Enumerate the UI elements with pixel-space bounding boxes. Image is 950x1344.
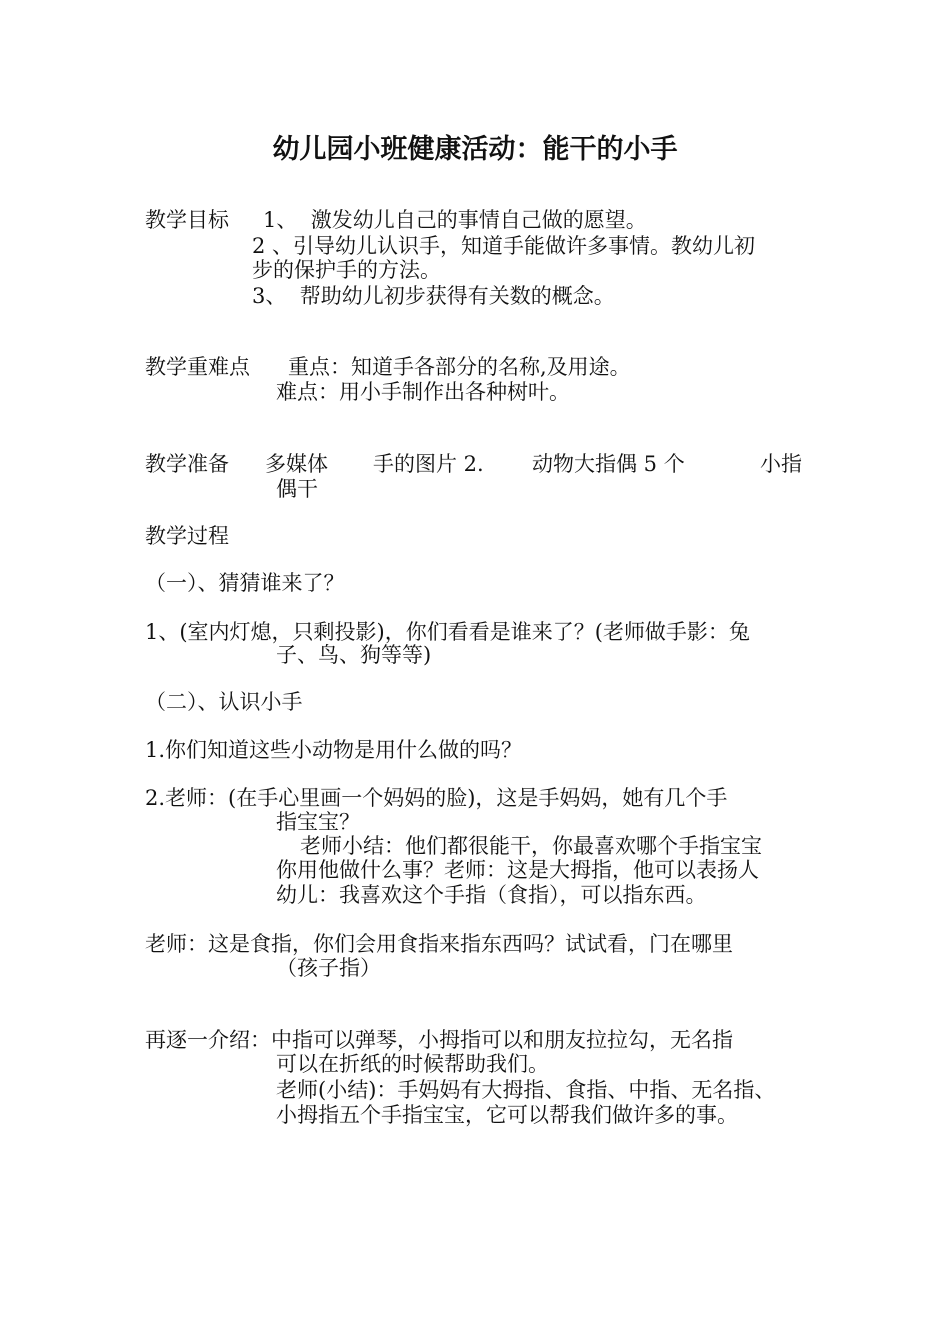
process-label: 教学过程	[145, 524, 229, 548]
section-2-para-4-line-4: 小拇指五个手指宝宝，它可以帮我们做许多的事。	[276, 1103, 738, 1127]
preparation-item-d: 小指	[760, 452, 802, 476]
section-1-heading: （一）、猜猜谁来了？	[145, 571, 345, 595]
objective-item-2-line-1: 2 、引导幼儿认识手，知道手能做许多事情。教幼儿初	[252, 234, 756, 258]
key-points-label: 教学重难点	[145, 355, 250, 379]
key-point: 重点：知道手各部分的名称,及用途。	[288, 355, 631, 379]
section-2-para-4-line-3: 老师(小结)：手妈妈有大拇指、食指、中指、无名指、	[276, 1078, 776, 1102]
section-2-para-3-line-2: （孩子指）	[276, 956, 381, 980]
section-2-heading: （二）、认识小手	[145, 690, 303, 714]
objective-item-2-line-2: 步的保护手的方法。	[252, 258, 441, 282]
objective-item-1: 1、 激发幼儿自己的事情自己做的愿望。	[263, 208, 647, 232]
section-2-para-1: 1.你们知道这些小动物是用什么做的吗？	[145, 738, 523, 762]
preparation-label: 教学准备	[145, 452, 229, 476]
document-title: 幼儿园小班健康活动：能干的小手	[272, 134, 678, 165]
preparation-item-c: 动物大指偶 5 个	[532, 452, 685, 476]
preparation-item-a: 多媒体	[265, 452, 328, 476]
section-1-para-1-line-2: 子、鸟、狗等等)	[276, 643, 432, 667]
preparation-item-d-cont: 偶干	[276, 477, 318, 501]
section-2-para-4-line-1: 再逐一介绍：中指可以弹琴，小拇指可以和朋友拉拉勾，无名指	[145, 1028, 733, 1052]
preparation-item-b: 手的图片 2.	[373, 452, 484, 476]
section-2-para-2-line-1: 2.老师：(在手心里画一个妈妈的脸)，这是手妈妈，她有几个手	[145, 786, 728, 810]
objective-item-3: 3、 帮助幼儿初步获得有关数的概念。	[252, 284, 615, 308]
section-2-para-2-line-5: 幼儿：我喜欢这个手指（食指），可以指东西。	[276, 883, 707, 907]
section-2-para-2-line-4: 你用他做什么事？老师：这是大拇指，他可以表扬人	[276, 858, 759, 882]
section-2-para-3-line-1: 老师：这是食指，你们会用食指来指东西吗？试试看，门在哪里	[145, 932, 733, 956]
section-1-para-1-line-1: 1、(室内灯熄，只剩投影)，你们看看是谁来了？(老师做手影：兔	[145, 620, 750, 644]
section-2-para-2-line-2: 指宝宝？	[276, 810, 360, 834]
section-2-para-4-line-2: 可以在折纸的时候帮助我们。	[276, 1052, 549, 1076]
difficulty-point: 难点：用小手制作出各种树叶。	[276, 380, 570, 404]
objectives-label: 教学目标	[145, 208, 229, 232]
section-2-para-2-line-3: 老师小结：他们都很能干，你最喜欢哪个手指宝宝	[300, 834, 762, 858]
